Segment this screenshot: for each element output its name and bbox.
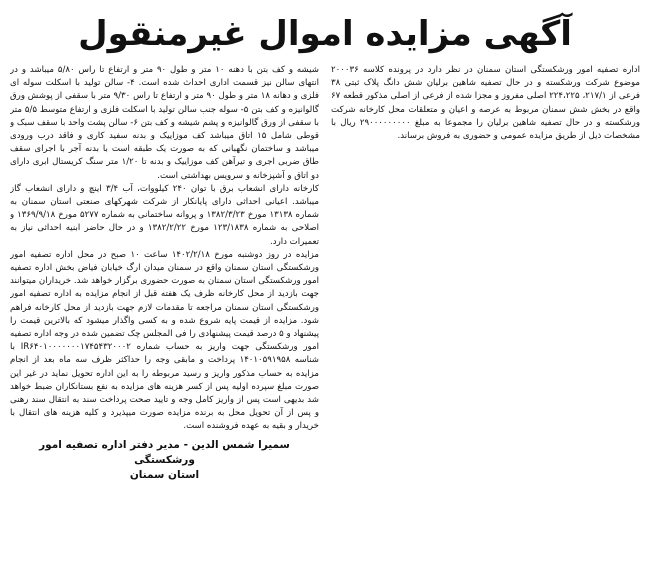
notice-column-right (331, 64, 640, 564)
notice-body (10, 64, 640, 564)
paragraph: کارخانه دارای انشعاب برق با توان ۲۴۰ کیلووات، آب ۳/۴ اینچ و دارای انشعاب گاز میباشد. اعیانی احداثی دارای پایانکار از شرکت شهرکهای صنعتی استان سمنان به شماره ۱۳۱۳۸ مورخ ۱۳۸۲/۳/۲۳ و پروانه ساختمانی به شماره ۵۲۷۷ مورخ ۱۳۶۹/۹/۱۸ و اصلاحی به شماره ۱۲۳/۱۸۳۸ مورخ ۱۳۸۲/۲/۲۲ و در حال حاضر ابنیه احداثی نیاز به تعمیرات دارد. (10, 183, 319, 247)
signature-office: استان سمنان (129, 468, 200, 481)
notice-title: آگهی مزایده اموال غیرمنقول (78, 14, 572, 54)
signature-block (10, 438, 319, 483)
paragraph: مزایده در روز دوشنبه مورخ ۱۴۰۲/۲/۱۸ ساعت ۱۰ صبح در محل اداره تصفیه امور ورشکستگی استان سمنان واقع در سمنان میدان ارگ خیابان فیاض بخش اداره تصفیه امور ورشکستگی استان سمنان به صورت حضوری برگزار خواهد شد. خریداران میتوانند جهت بازدید از محل کارخانه ظرف یک هفته قبل از انجام مزایده به اداره تصفیه امور ورشکستگی استان سمنان مراجعه تا مقدمات لازم جهت بازدید از محل کارخانه فراهم شود. مزایده از قیمت پایه شروع شده و به کسی واگذار میشود که بالاترین قیمت را پیشنهاد و ۵ درصد قیمت پیشنهادی را فی المجلس چک تضمین شده در وجه اداره تصفیه امور ورشکستگی جهت واریز به حساب شماره IR۶۴۰۱۰۰۰۰۰۰۰۱۷۴۵۴۳۲۰۰۰۲ با شناسه ۱۴۰۱۰۵۹۱۹۵۸ پرداخت و مابقی وجه را حداکثر ظرف سه ماه بعد از انجام مزایده به حساب مذکور واریز و رسید مربوطه را به این اداره تحویل نماید در غیر این صورت مبلغ سپرده اولیه پس از کسر هزینه های مزایده به نفع بستانکاران ضبط خواهد شد بدیهی است پس از واریز کامل وجه و تایید صحت پرداخت سند به انتقال سند رهنی و پس از آن تحویل محل به برنده مزایده صورت میپذیرد و کلیه هزینه های انتقال با خریدار و بقیه به عهده فروشنده است. (10, 249, 319, 432)
notice-column-left (10, 64, 319, 564)
paragraph: شیشه و کف بتن با دهنه ۱۰ متر و طول ۹۰ متر و ارتفاع تا راس ۵/۸۰ میباشد و در انتهای سالن نیز قسمت اداری احداث شده است. ۴- سالن تولید با اسکلت سوله ای فلزی و دهانه ۱۸ متر و طول ۹۰ متر و ارتفاع تا راس ۹/۳۰ متر با سقفی از پوشش ورق گالوانیزه و کف بتن ۵- سوله جنب سالن تولید با اسکلت فلزی و ارتفاع متوسط ۵/۵ متر با سقفی از ورق گالوانیزه و پشم شیشه و کف بتن ۶- سالن پشت واحد با سقف سبک و قوطی شامل ۱۵ اتاق میباشد کف موزاییک و بدنه سفید کاری و فاقد درب ورودی میباشد و ساختمان نگهبانی که به صورت یک طبقه است با بدنه آجر با اجرای سقف طاق ضربی اجری و تیرآهن کف موزاییک و بدنه تا ۱/۲۰ متر سنگ کریستال ابری دارای دو اتاق و آشپزخانه و سرویس بهداشتی است. (10, 65, 319, 181)
signature-name: سمیرا شمس الدین - مدیر دفتر اداره تصفیه امور ورشکستگی (39, 438, 290, 466)
paragraph: اداره تصفیه امور ورشکستگی استان سمنان در نظر دارد در پرونده کلاسه ۲۰۰۰۳۶ موضوع شرکت ورشکسته و در حال تصفیه شاهین برلیان شش دانگ پلاک ثبتی ۳۸ فرعی از ۲۱۷/۱، ۲۲۴،۲۲۵ اصلی مفروز و مجزا شده از فرعی از اصلی مذکور قطعه ۶۷ واقع در بخش شش سمنان مربوط به عرصه و اعیان و متعلقات محل کارخانه شرکت ورشکسته و در حال تصفیه شاهین برلیان را مجموعا به مبلغ ۲۹۰۰۰۰۰۰۰۰۰ ریال با مشخصات ذیل از طریق مزایده عمومی و حضوری به فروش برساند. (331, 65, 640, 142)
